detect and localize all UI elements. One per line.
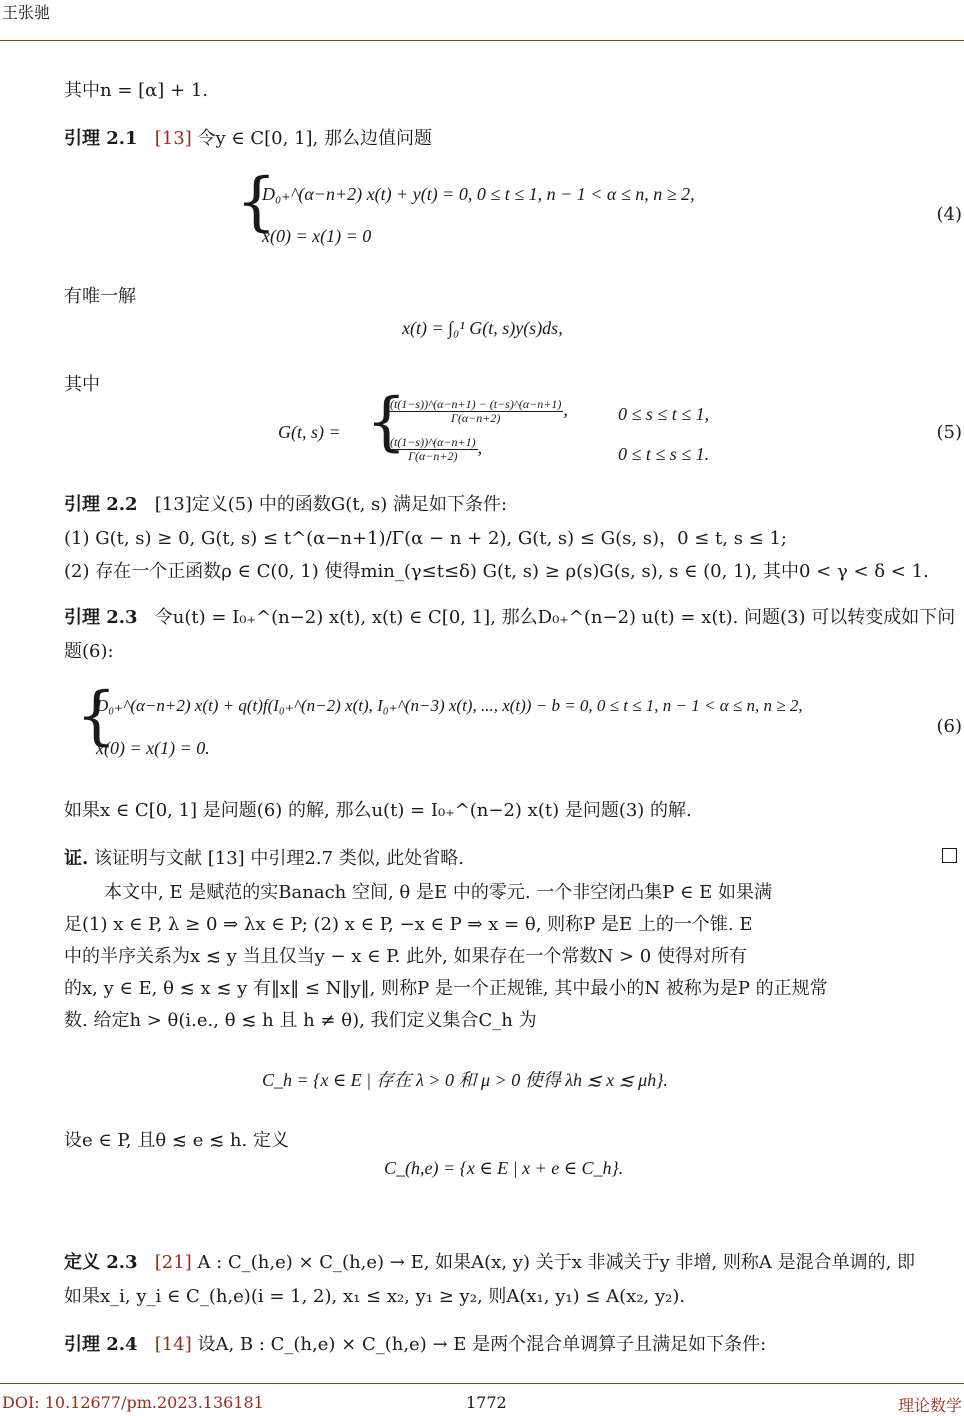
header-rule	[0, 40, 964, 41]
case-2-denominator: Γ(α−n+2)	[408, 449, 458, 463]
green-function-case-1: $\frac{(t(1-s))\^{}(\alpha-n+1) - (t-s)\^{}(\alpha-n+1)}{\Gamma(\alpha-n+2)}$ ,	[390, 397, 568, 425]
lemma-2-1	[64, 124, 432, 150]
lemma-2-4-text: 设A, B : C_(h,e) × C_(h,e) → E 是两个混合单调算子且满足如下条件:	[197, 1334, 767, 1355]
case-1-denominator: Γ(α−n+2)	[451, 411, 501, 425]
citation-13-link[interactable]: [13]	[154, 128, 192, 149]
equation-4-line-1: D₀₊^(α−n+2) x(t) + y(t) = 0, 0 ≤ t ≤ 1, n − 1 < α ≤ n, n ≥ 2,	[262, 184, 695, 204]
definition-2-3	[64, 1248, 915, 1274]
definition-2-3-label: 定义 2.3	[64, 1252, 138, 1273]
set-C-he-definition: C_(h,e) = {x ∈ E | x + e ∈ C_h}.	[384, 1158, 624, 1178]
green-function-brace: {	[366, 385, 407, 459]
equation-6-brace: {	[76, 679, 117, 753]
set-C-h-definition: C_h = {x ∈ E | 存在 λ > 0 和 μ > 0 使得 λh ≲ x ≲ μh}.	[262, 1070, 668, 1090]
definition-2-3-line-1: A : C_(h,e) × C_(h,e) → E, 如果A(x, y) 关于x 非减关于y 非增, 则称A 是混合单调的, 即	[197, 1252, 916, 1273]
equation-5-number: (5)	[936, 422, 962, 443]
footer-page-number: 1772	[466, 1393, 507, 1412]
footer-doi-link[interactable]: DOI: 10.12677/pm.2023.136181	[2, 1393, 264, 1412]
green-function-case-1-condition: 0 ≤ s ≤ t ≤ 1,	[618, 404, 710, 424]
proof-text: 该证明与文献 [13] 中引理2.7 类似, 此处省略.	[94, 848, 464, 869]
equation-4-line-2: x(0) = x(1) = 0	[262, 226, 372, 246]
proof-label: 证.	[64, 848, 89, 869]
line-n-definition: 其中n = [α] + 1.	[64, 80, 209, 101]
green-function-case-2-condition: 0 ≤ t ≤ s ≤ 1.	[618, 444, 710, 464]
paragraph-line-2: 足(1) x ∈ P, λ ≥ 0 ⇒ λx ∈ P; (2) x ∈ P, −x ∈ P ⇒ x = θ, 则称P 是E 上的一个锥. E	[64, 914, 753, 935]
definition-2-3-line-2: 如果x_i, y_i ∈ C_(h,e)(i = 1, 2), x₁ ≤ x₂, y₁ ≥ y₂, 则A(x₁, y₁) ≤ A(x₂, y₂).	[64, 1286, 686, 1307]
lemma-2-3-line-1: 令u(t) = I₀₊^(n−2) x(t), x(t) ∈ C[0, 1], 那么D₀₊^(n−2) u(t) = x(t). 问题(3) 可以转变成如下问	[154, 607, 956, 628]
paragraph-line-3: 中的半序关系为x ≲ y 当且仅当y − x ∈ P. 此外, 如果存在一个常数N > 0 使得对所有	[64, 946, 747, 967]
running-header-author: 王张驰	[2, 3, 51, 22]
lemma-2-2-label: 引理 2.2	[64, 494, 138, 515]
lemma-2-4	[64, 1330, 766, 1356]
paragraph-line-4: 的x, y ∈ E, θ ≲ x ≲ y 有‖x‖ ≤ N‖y‖, 则称P 是一个正规锥, 其中最小的N 被称为是P 的正规常	[64, 978, 828, 999]
lemma-2-3-conclusion: 如果x ∈ C[0, 1] 是问题(6) 的解, 那么u(t) = I₀₊^(n−2) x(t) 是问题(3) 的解.	[64, 800, 692, 821]
lemma-2-2	[64, 490, 507, 516]
lemma-2-1-label: 引理 2.1	[64, 128, 138, 149]
proof	[64, 844, 464, 870]
unique-solution-text: 有唯一解	[64, 286, 136, 307]
citation-21-link[interactable]: [21]	[154, 1252, 192, 1273]
lemma-2-2-text: [13]定义(5) 中的函数G(t, s) 满足如下条件:	[154, 494, 508, 515]
lemma-2-2-item-1: (1) G(t, s) ≥ 0, G(t, s) ≤ t^(α−n+1)/Γ(α − n + 2), G(t, s) ≤ G(s, s)，0 ≤ t, s ≤ 1;	[64, 528, 787, 549]
citation-14-link[interactable]: [14]	[154, 1334, 192, 1355]
lemma-2-4-label: 引理 2.4	[64, 1334, 138, 1355]
lemma-2-3	[64, 603, 955, 629]
equation-4-brace: {	[236, 165, 277, 239]
lemma-2-1-text: 令y ∈ C[0, 1], 那么边值问题	[197, 128, 432, 149]
footer-rule	[0, 1383, 964, 1384]
solution-formula: x(t) = ∫₀¹ G(t, s)y(s)ds,	[402, 318, 563, 338]
equation-6-line-2: x(0) = x(1) = 0.	[96, 738, 210, 758]
case-1-numerator: (t(1−s))^(α−n+1) − (t−s)^(α−n+1)	[390, 397, 562, 411]
green-function-case-2: $\frac{(t(1-s))\^{}(\alpha-n+1)}{\Gamma(\alpha-n+2)}$ ,	[390, 435, 483, 463]
equation-4-number: (4)	[936, 204, 962, 225]
green-function-lhs: G(t, s) =	[278, 422, 341, 442]
footer-journal-link[interactable]: 理论数学	[897, 1396, 962, 1415]
where-text: 其中	[64, 374, 100, 395]
lemma-2-2-item-2: (2) 存在一个正函数ρ ∈ C(0, 1) 使得min_(γ≤t≤δ) G(t, s) ≥ ρ(s)G(s, s), s ∈ (0, 1), 其中0 < γ < δ < 1.	[64, 561, 929, 582]
qed-box	[942, 848, 957, 863]
paragraph-line-1: 本文中, E 是赋范的实Banach 空间, θ 是E 中的零元. 一个非空闭凸集P ∈ E 如果满	[104, 882, 773, 903]
case-2-numerator: (t(1−s))^(α−n+1)	[390, 435, 476, 449]
e-definition-line: 设e ∈ P, 且θ ≲ e ≲ h. 定义	[64, 1130, 289, 1151]
lemma-2-3-line-2: 题(6):	[64, 641, 114, 662]
paragraph-line-5: 数. 给定h > θ(i.e., θ ≲ h 且 h ≠ θ), 我们定义集合C_h 为	[64, 1010, 537, 1031]
equation-6-line-1: D₀₊^(α−n+2) x(t) + q(t)f(I₀₊^(n−2) x(t), I₀₊^(n−3) x(t), ..., x(t)) − b = 0, 0 ≤ t ≤ 1, n − 1 < α ≤ n, n ≥ 2,	[96, 696, 803, 715]
equation-6-number: (6)	[936, 716, 962, 737]
lemma-2-3-label: 引理 2.3	[64, 607, 138, 628]
